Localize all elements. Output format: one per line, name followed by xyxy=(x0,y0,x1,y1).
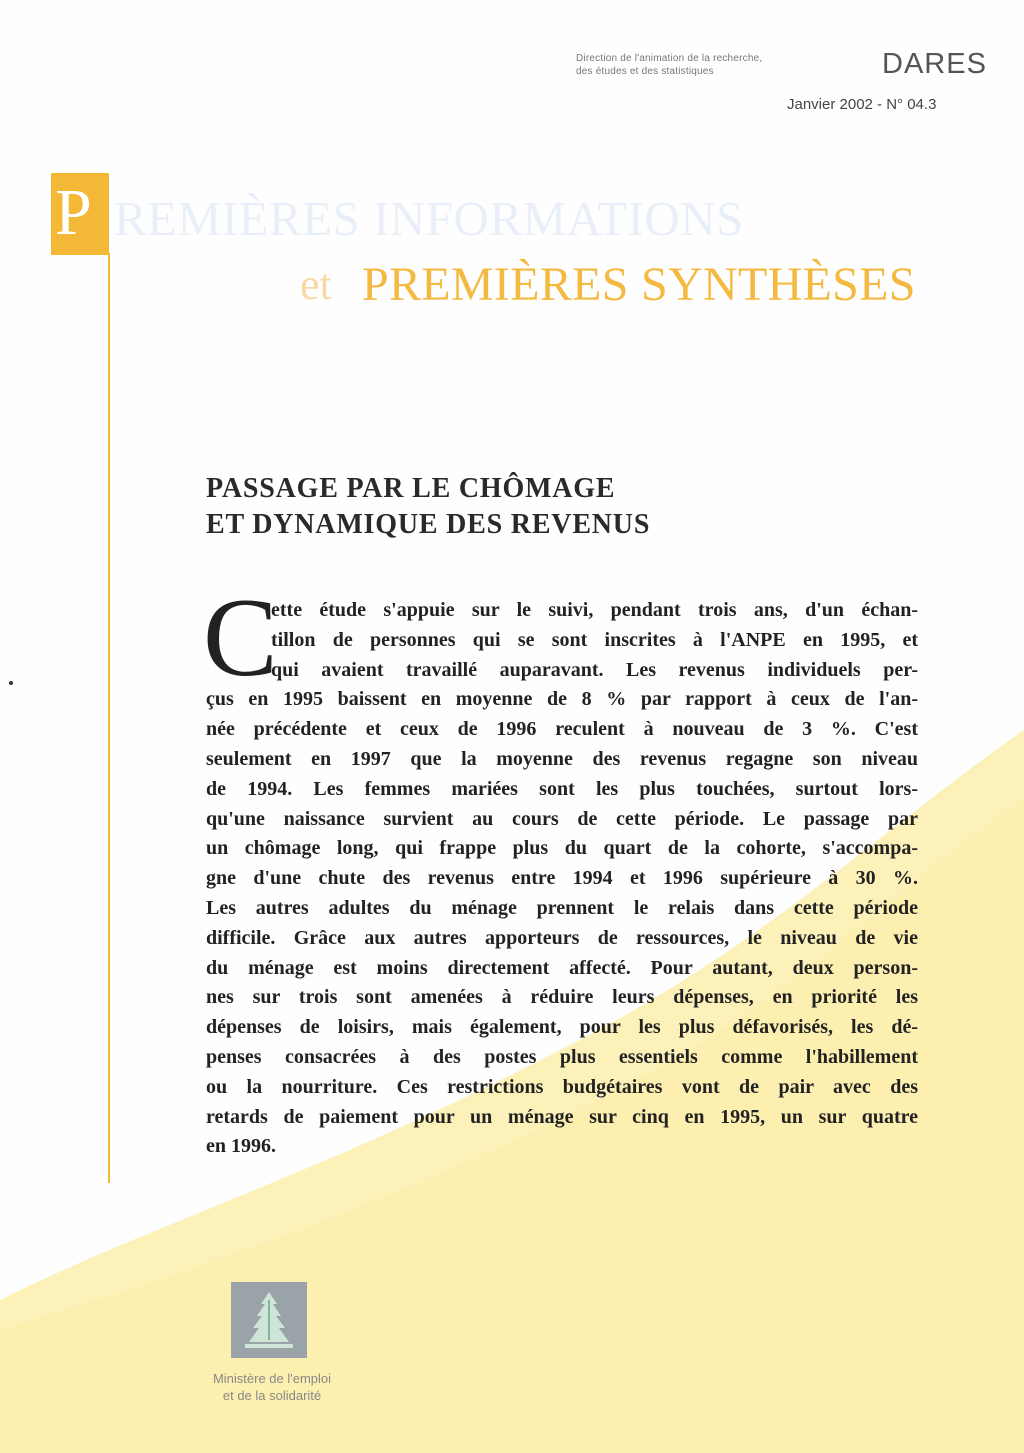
ministere-label: Ministère de l'emploi et de la solidarité xyxy=(212,1371,332,1403)
abstract-line: seulement en 1997 que la moyenne des revenus regagne son niveau xyxy=(206,747,918,770)
abstract-line: en 1996. xyxy=(206,1135,276,1158)
abstract-line: penses consacrées à des postes plus essentiels comme l'habillement xyxy=(206,1045,918,1068)
masthead-initial: P xyxy=(55,176,92,249)
abstract-line: qu'une naissance survient au cours de cette période. Le passage par xyxy=(206,807,918,830)
abstract-line: née précédente et ceux de 1996 reculent à nouveau de 3 %. C'est xyxy=(206,718,918,741)
ministere-logo xyxy=(231,1282,307,1358)
abstract-line: dépenses de loisirs, mais également, pour les plus défavorisés, les dé- xyxy=(206,1016,918,1039)
article-title-line1: PASSAGE PAR LE CHÔMAGE xyxy=(206,473,616,504)
abstract-line: Les autres adultes du ménage prennent le relais dans cette période xyxy=(206,896,918,919)
dares-label: DARES xyxy=(882,48,987,80)
drop-cap: C xyxy=(203,576,278,700)
abstract-line: retards de paiement pour un ménage sur cinq en 1995, un sur quatre xyxy=(206,1105,918,1128)
article-abstract xyxy=(206,596,918,1162)
scan-speck xyxy=(9,681,13,685)
article-title xyxy=(206,471,650,543)
abstract-line: nes sur trois sont amenées à réduire leurs dépenses, en priorité les xyxy=(206,986,918,1009)
masthead-line2: PREMIÈRES SYNTHÈSES xyxy=(362,258,916,311)
abstract-line: ette étude s'appuie sur le suivi, pendant trois ans, d'un échan- xyxy=(271,599,918,621)
abstract-line: un chômage long, qui frappe plus du quart de la cohorte, s'accompa- xyxy=(206,837,918,860)
abstract-line: qui avaient travaillé auparavant. Les revenus individuels per- xyxy=(271,658,918,681)
article-title-line2: ET DYNAMIQUE DES REVENUS xyxy=(206,509,651,540)
masthead-et: et xyxy=(300,260,332,309)
direction-label: Direction de l'animation de la recherche, des études et des statistiques xyxy=(576,53,763,77)
abstract-line: tillon de personnes qui se sont inscrites à l'ANPE en 1995, et xyxy=(271,628,918,651)
abstract-line: gne d'une chute des revenus entre 1994 et 1996 supérieure à 30 %. xyxy=(206,867,918,890)
abstract-line: difficile. Grâce aux autres apporteurs de ressources, le niveau de vie xyxy=(206,926,918,949)
abstract-line: de 1994. Les femmes mariées sont les plus touchées, surtout lors- xyxy=(206,777,918,800)
masthead-line1: REMIÈRES INFORMATIONS xyxy=(114,191,744,246)
abstract-line: çus en 1995 baissent en moyenne de 8 % par rapport à ceux de l'an- xyxy=(206,688,918,711)
abstract-line: ou la nourriture. Ces restrictions budgétaires vont de pair avec des xyxy=(206,1075,918,1098)
abstract-line: du ménage est moins directement affecté. Pour autant, deux person- xyxy=(206,956,918,979)
accent-vertical-rule xyxy=(108,253,110,1183)
issue-date: Janvier 2002 - N° 04.3 xyxy=(787,96,937,113)
